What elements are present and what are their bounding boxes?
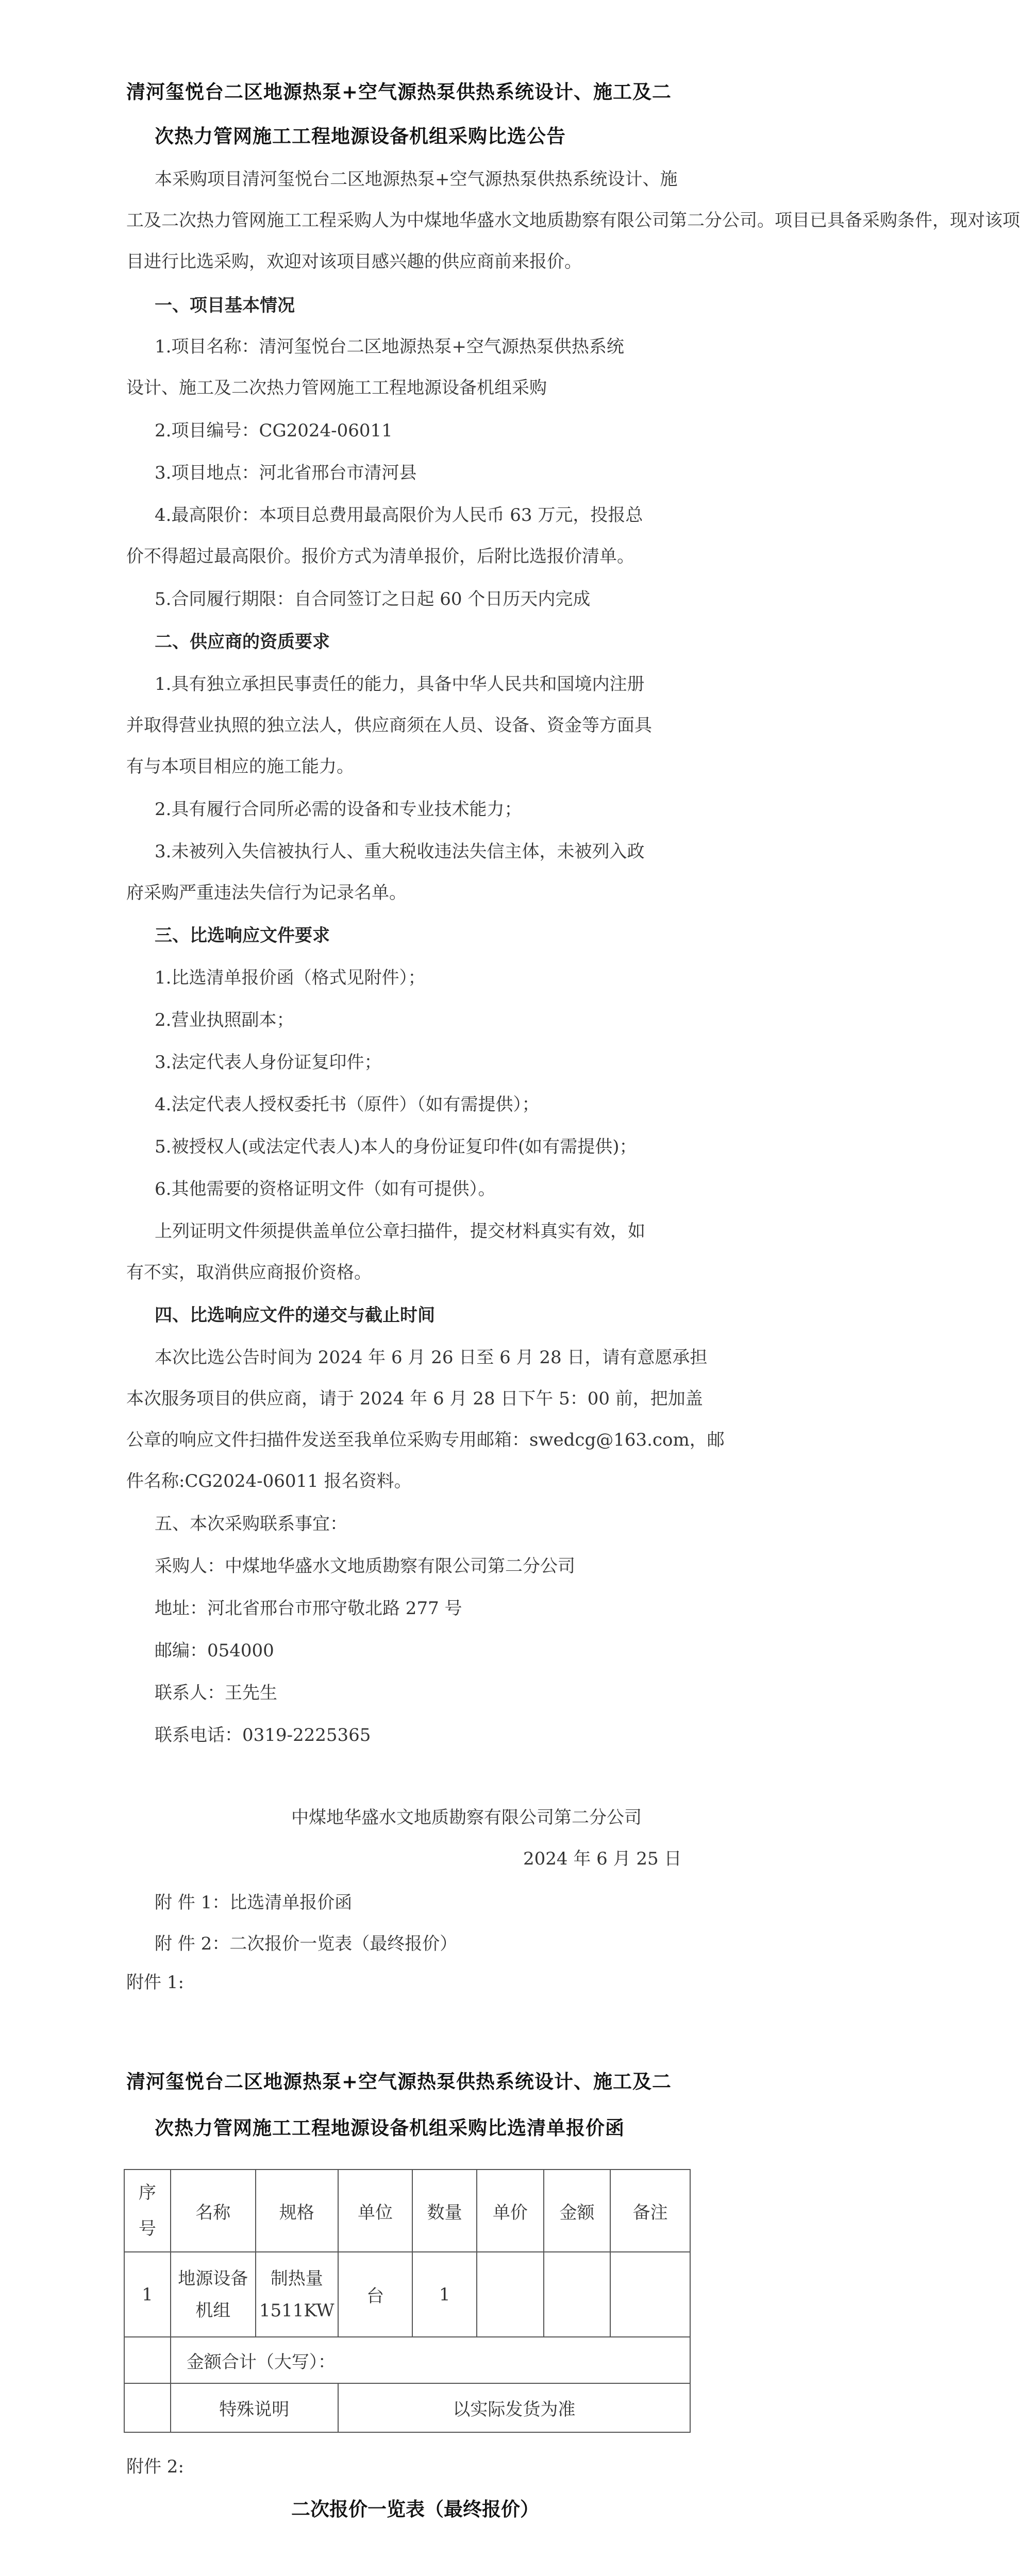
cell-spec-line2: 1511KW [259,2300,335,2321]
cell-spec-line1: 制热量 [270,2268,323,2289]
qual1-line3: 有与本项目相应的施工能力。 [126,756,354,777]
section-4-heading: 四、比选响应文件的递交与截止时间 [155,1305,435,1326]
qual1-line2: 并取得营业执照的独立法人，供应商须在人员、设备、资金等方面具 [126,715,652,736]
time-line3: 公章的响应文件扫描件发送至我单位采购专用邮箱：swedcg@163.com，邮 [126,1430,725,1450]
header-amount: 金额 [544,2170,611,2252]
special-label: 特殊说明 [171,2383,338,2432]
attachment-2-title: 二次报价一览表（最终报价） [291,2498,539,2520]
time-line4: 件名称:CG2024-06011 报名资料。 [126,1471,412,1492]
cell-qty: 1 [412,2252,477,2337]
section-2-heading: 二、供应商的资质要求 [155,632,330,652]
intro-line3: 目进行比选采购，欢迎对该项目感兴趣的供应商前来报价。 [126,251,582,272]
doc5: 5.被授权人(或法定代表人)本人的身份证复印件(如有需提供)； [155,1137,637,1157]
attachment-1-ref: 附 件 1：比选清单报价函 [155,1892,353,1913]
header-remark: 备注 [610,2170,690,2252]
cell-name: 地源设备机组 [171,2252,256,2337]
item4-line2: 价不得超过最高限价。报价方式为清单报价，后附比选报价清单。 [126,546,634,567]
doc6: 6.其他需要的资格证明文件（如有可提供）。 [155,1179,496,1199]
quote-table-header-row [124,2170,690,2252]
item3-project-location: 3.项目地点：河北省邢台市清河县 [155,463,417,483]
header-index: 序号 [124,2170,171,2252]
qual3-line1: 3.未被列入失信被执行人、重大税收违法失信主体，未被列入政 [155,841,645,862]
notice-title-line2: 次热力管网施工工程地源设备机组采购比选公告 [155,125,566,147]
section-3-heading: 三、比选响应文件要求 [155,925,330,946]
header-qty: 数量 [412,2170,477,2252]
header-price: 单价 [477,2170,544,2252]
time-line2: 本次服务项目的供应商，请于 2024 年 6 月 28 日下午 5：00 前，把加盖 [126,1388,703,1409]
quote-table-total-row [124,2337,690,2383]
item1-line1: 1.项目名称：清河玺悦台二区地源热泵+空气源热泵供热系统 [155,336,624,357]
doc-note-line2: 有不实，取消供应商报价资格。 [126,1262,372,1283]
quote-table [124,2169,691,2433]
cell-remark[interactable] [610,2252,690,2337]
qual3-line2: 府采购严重违法失信行为记录名单。 [126,883,407,903]
time-line1: 本次比选公告时间为 2024 年 6 月 26 日至 6 月 28 日，请有意愿承担 [155,1347,708,1368]
cell-unit: 台 [338,2252,413,2337]
section-1-heading: 一、项目基本情况 [155,295,295,316]
contact-phone: 联系电话：0319-2225365 [155,1725,371,1745]
signer-date: 2024 年 6 月 25 日 [523,1849,682,1869]
doc1: 1.比选清单报价函（格式见附件）； [155,968,426,988]
doc2: 2.营业执照副本； [155,1010,294,1030]
cell-price[interactable] [477,2252,544,2337]
cell-amount[interactable] [544,2252,611,2337]
contact-buyer: 采购人：中煤地华盛水文地质勘察有限公司第二分公司 [155,1556,575,1577]
attachment-1-title-line2: 次热力管网施工工程地源设备机组采购比选清单报价函 [155,2116,625,2139]
intro-line2: 工及二次热力管网施工工程采购人为中煤地华盛水文地质勘察有限公司第二分公司。项目已具备采购条件，现对该项 [126,210,1020,231]
qual1-line1: 1.具有独立承担民事责任的能力，具备中华人民共和国境内注册 [155,674,645,694]
intro-line1: 本采购项目清河玺悦台二区地源热泵+空气源热泵供热系统设计、施 [155,169,678,190]
header-unit: 单位 [338,2170,413,2252]
quote-table-row [124,2252,690,2337]
signer-company: 中煤地华盛水文地质勘察有限公司第二分公司 [291,1807,642,1828]
item5-contract-period: 5.合同履行期限：自合同签订之日起 60 个日历天内完成 [155,589,591,609]
item2-project-number: 2.项目编号：CG2024-06011 [155,420,393,441]
doc4: 4.法定代表人授权委托书（原件）（如有需提供）； [155,1094,540,1115]
attachment-2-ref: 附 件 2：二次报价一览表（最终报价） [155,1934,458,1954]
section-5-heading: 五、本次采购联系事宜： [155,1514,347,1534]
qual2: 2.具有履行合同所必需的设备和专业技术能力； [155,799,522,820]
cell-spec [256,2252,338,2337]
contact-person: 联系人：王先生 [155,1683,277,1703]
special-value: 以实际发货为准 [338,2383,690,2432]
quote-table-special-row [124,2383,690,2432]
header-name: 名称 [171,2170,256,2252]
contact-address: 地址：河北省邢台市邢守敬北路 277 号 [155,1598,462,1619]
header-spec: 规格 [256,2170,338,2252]
doc-note-line1: 上列证明文件须提供盖单位公章扫描件，提交材料真实有效，如 [155,1221,645,1242]
doc3: 3.法定代表人身份证复印件； [155,1052,382,1073]
attachment-1-title-line1: 清河玺悦台二区地源热泵+空气源热泵供热系统设计、施工及二 [126,2070,672,2093]
attachment-1-label: 附件 1: [126,1972,184,1993]
item4-line1: 4.最高限价：本项目总费用最高限价为人民币 63 万元，投报总 [155,505,643,526]
total-label[interactable]: 金额合计（大写）： [171,2337,690,2383]
contact-zip: 邮编：054000 [155,1640,274,1661]
item1-line2: 设计、施工及二次热力管网施工工程地源设备机组采购 [126,378,547,398]
attachment-2-label: 附件 2: [126,2456,184,2477]
notice-title-line1: 清河玺悦台二区地源热泵+空气源热泵供热系统设计、施工及二 [126,80,672,103]
cell-index: 1 [124,2252,171,2337]
